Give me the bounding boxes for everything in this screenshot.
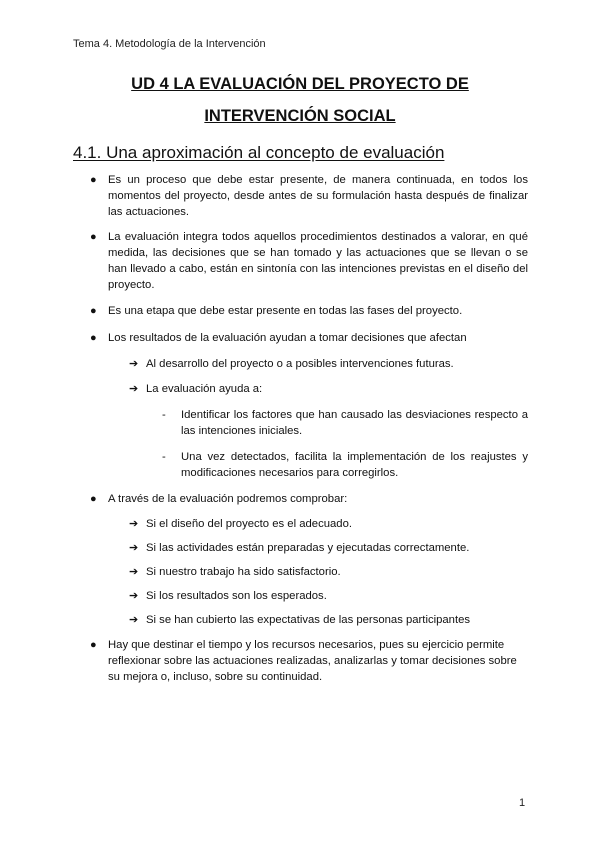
- bullet-text: Los resultados de la evaluación ayudan a tomar decisiones que afectan: [108, 332, 467, 344]
- bullet-item: [90, 637, 528, 685]
- dash-item-text: Identificar los factores que han causado las desviaciones respecto a las intenciones iniciales.: [181, 409, 528, 437]
- sub-item-text: Al desarrollo del proyecto o a posibles intervenciones futuras.: [146, 358, 454, 370]
- page-number: 1: [519, 797, 526, 809]
- dash-item: [162, 449, 528, 481]
- sub-item-text: La evaluación ayuda a:: [146, 383, 263, 395]
- bullet-icon: ●: [90, 332, 97, 344]
- sub-item-text: Si nuestro trabajo ha sido satisfactorio.: [146, 566, 341, 578]
- dash-marker: -: [162, 451, 166, 463]
- sub-item: [129, 612, 526, 628]
- sub-item: [129, 564, 526, 580]
- sub-item-text: Si los resultados son los esperados.: [146, 590, 327, 602]
- bullet-item: [90, 303, 528, 319]
- document-title-line-1: UD 4 LA EVALUACIÓN DEL PROYECTO DE: [131, 75, 469, 93]
- sub-item-text: Si el diseño del proyecto es el adecuado.: [146, 518, 352, 530]
- bullet-item: [90, 229, 528, 293]
- bullet-item: [90, 172, 528, 220]
- arrow-icon: ➔: [129, 614, 139, 626]
- running-header: Tema 4. Metodología de la Intervención: [73, 38, 266, 50]
- bullet-text: Es una etapa que debe estar presente en todas las fases del proyecto.: [108, 305, 463, 317]
- bullet-item: [90, 330, 528, 346]
- sub-item: [129, 381, 526, 397]
- sub-item-text: Si se han cubierto las expectativas de las personas participantes: [146, 614, 471, 626]
- document-title-line-2: INTERVENCIÓN SOCIAL: [204, 107, 396, 125]
- sub-item: [129, 540, 526, 556]
- bullet-text: Hay que destinar el tiempo y los recursos necesarios, pues su ejercicio permite reflexionar sobre las actuaciones realizadas, analizarlas y tomar decisiones sobre su mejora o, incluso, sobre su continuidad.: [108, 639, 517, 683]
- bullet-icon: ●: [90, 305, 97, 317]
- arrow-icon: ➔: [129, 542, 139, 554]
- arrow-icon: ➔: [129, 590, 139, 602]
- section-heading: 4.1. Una aproximación al concepto de evaluación: [73, 143, 445, 162]
- arrow-icon: ➔: [129, 358, 139, 370]
- bullet-item: [90, 491, 528, 507]
- sub-item: [129, 588, 526, 604]
- arrow-icon: ➔: [129, 518, 139, 530]
- sub-item-text: Si las actividades están preparadas y ejecutadas correctamente.: [146, 542, 470, 554]
- bullet-text: A través de la evaluación podremos comprobar:: [108, 493, 348, 505]
- bullet-text: La evaluación integra todos aquellos procedimientos destinados a valorar, en qué medida, las decisiones que se han tomado y las actuaciones que se llevan o se han llevado a cabo, están en sintonía con las intenciones previstas en el diseño del proyecto.: [108, 231, 528, 291]
- dash-item: [162, 407, 528, 439]
- dash-marker: -: [162, 409, 166, 421]
- bullet-icon: ●: [90, 493, 97, 505]
- dash-item-text: Una vez detectados, facilita la implementación de los reajustes y modificaciones necesarios para corregirlos.: [181, 451, 528, 479]
- arrow-icon: ➔: [129, 383, 139, 395]
- bullet-icon: ●: [90, 174, 97, 186]
- sub-item: [129, 516, 526, 532]
- bullet-text: Es un proceso que debe estar presente, de manera continuada, en todos los momentos del proyecto, desde antes de su formulación hasta después de finalizar las actuaciones.: [108, 174, 528, 218]
- bullet-icon: ●: [90, 231, 97, 243]
- sub-item: [129, 356, 526, 372]
- bullet-icon: ●: [90, 639, 97, 651]
- arrow-icon: ➔: [129, 566, 139, 578]
